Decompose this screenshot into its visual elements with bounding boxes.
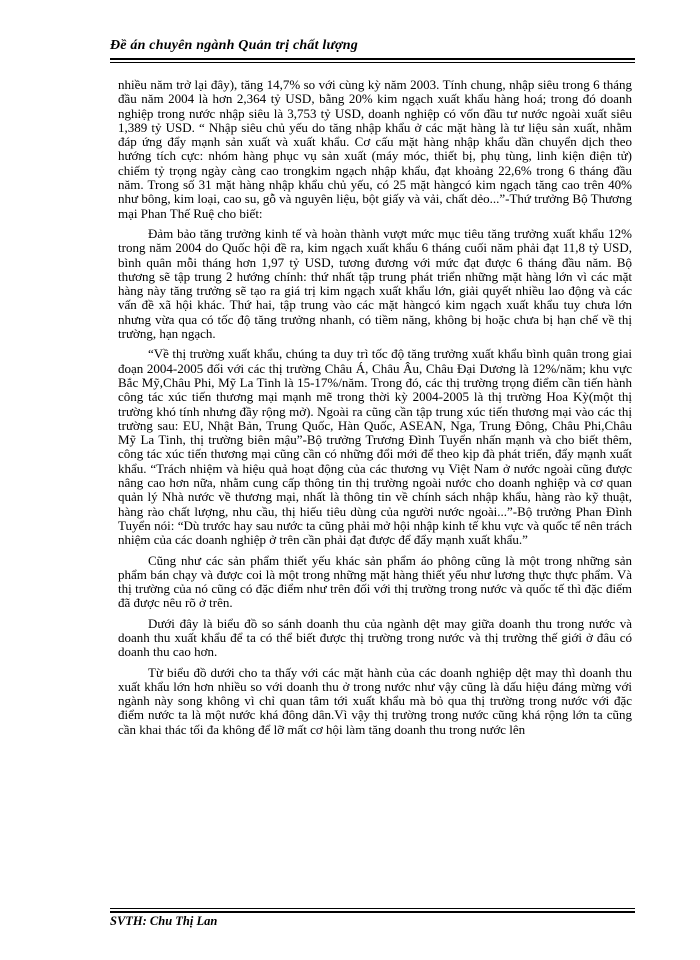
footer-rule-thick: [110, 911, 635, 913]
page-footer: SVTH: Chu Thị Lan: [110, 914, 218, 928]
paragraph-tshirt-products: Cũng như các sản phẩm thiết yếu khác sản phẩm áo phông cũng là một trong những sản phẩm bán chạy và được coi là một trong những mặt hàng thiết yếu như lương thực thực phẩm. Và thị trường của nó cũng có đặc điểm như trên đối với thị trường trong nước và quốc tế thì đặc điểm đã được nêu rõ ở trên.: [118, 552, 632, 611]
header-rule-thin: [110, 62, 635, 63]
paragraph-chart-analysis: Từ biểu đồ dưới cho ta thấy với các mặt hành của các doanh nghiệp dệt may thì doanh thu xuất khẩu lớn hơn nhiều so với doanh thu ở trong nước như vậy cũng là dấu hiệu đáng mừng với ngành này song không vì chỉ quan tâm tới xuất khẩu mà bỏ qua thị trường trong nước với đặc điểm nước ta là một nước khá đông dân.Vì vậy thị trường trong nước cũng khá rộng lớn ta cũng cần khai thác tối đa không để lỡ mất cơ hội làm tăng doanh thu trong nước lên: [118, 664, 632, 737]
paragraph-export-markets: “Về thị trường xuất khẩu, chúng ta duy trì tốc độ tăng trưởng xuất khẩu bình quân trong giai đoạn 2004-2005 đối với các thị trường Châu Á, Châu Âu, Châu Đại Dương là 12%/năm; khu vực Bắc Mỹ,Châu Phi, Mỹ La Tinh là 15-17%/năm. Trong đó, các thị trường trọng điểm cần tiến hành công tác xúc tiến thương mại mạnh mẽ trong thời kỳ 2004-2005 là thị trường Hoa Kỳ(một thị trường khó tính nhưng đầy rộng mở). Ngoài ra cũng cần tập trung xúc tiến thương mại vào các thị trường sau: EU, Nhật Bản, Trung Quốc, Hàn Quốc, ASEAN, Nga, Trung Đông, Châu Phi,Châu Mỹ La Tinh, thị trường biên mậu”-Bộ trưởng Trương Đình Tuyển nhấn mạnh và cho biết thêm, công tác xúc tiến thương mại cũng cần có những đổi mới để theo kịp đà phát triển, đẩy mạnh xuất khẩu. “Trách nhiệm và hiệu quả hoạt động của các thương vụ Việt Nam ở nước ngoài cũng được nâng cao hơn nữa, nhằm cung cấp thông tin thị trường ngoài nước cho doanh nghiệp và cơ quan quản lý Nhà nước về thương mại, nhất là thông tin về chính sách nhập khẩu, hàng rào kỹ thuật, hàng rào chất lượng, nhu cầu, thị hiếu tiêu dùng của người nước ngoài...”-Bộ trưởng Phan Đình Tuyển nói: “Dù trước hay sau nước ta cũng phải mở hội nhập kinh tế khu vực và quốc tế nên trách nhiệm của các doanh nghiệp ở trên cần phải đạt được để đẩy mạnh xuất khẩu.”: [118, 346, 632, 548]
footer-rule-thin: [110, 908, 635, 909]
paragraph-chart-intro: Dưới đây là biểu đồ so sánh doanh thu của ngành dệt may giữa doanh thu trong nước và doanh thu xuất khẩu để ta có thể biết được thị trường trong nước và thị trường thế giới ở đâu có doanh thu cao hơn.: [118, 615, 632, 660]
page-header: Đề án chuyên ngành Quản trị chất lượng: [110, 38, 358, 53]
header-rule-thick: [110, 58, 635, 60]
paragraph-export-growth: Đảm bảo tăng trưởng kinh tế và hoàn thành vượt mức mục tiêu tăng trưởng xuất khẩu 12% trong năm 2004 do Quốc hội đề ra, kim ngạch xuất khẩu 6 tháng cuối năm phải đạt 11,8 tỷ USD, bình quân mỗi tháng hơn 1,97 tỷ USD, tương đương với mức đạt được 6 tháng đầu năm. Bộ thương sẽ tập trung 2 hướng chính: thứ nhất tập trung phát triển những mặt hàng lớn vì các mặt hàng này tăng trưởng sẽ tạo ra giá trị kim ngạch xuất khẩu lớn, giải quyết nhiều lao động và các vấn đề xã hội khác. Thứ hai, tập trung vào các mặt hàngcó kim ngạch xuất khẩu tuy chưa lớn nhưng vừa qua có tốc độ tăng trưởng nhanh, có tiềm năng, không bị hoặc chưa bị hạn chế về thị trường, hạn ngạch.: [118, 225, 632, 342]
body-text: [118, 78, 632, 743]
paragraph-continuation: nhiều năm trở lại đây), tăng 14,7% so với cùng kỳ năm 2003. Tính chung, nhập siêu trong 6 tháng đầu năm 2004 là hơn 2,364 tỷ USD, bằng 20% kim ngạch xuất khẩu hàng hoá; trong đó doanh nghiệp trong nước nhập siêu là 3,753 tỷ USD, doanh nghiệp có vốn đầu tư nước ngoài xuất siêu 1,389 tỷ USD. “ Nhập siêu chủ yếu do tăng nhập khẩu ở các mặt hàng là tư liệu sản xuất, nhằm đáp ứng đẩy mạnh sản xuất và xuất khẩu. Cơ cấu mặt hàng nhập khẩu dần chuyển dịch theo hướng tích cực: nhóm hàng phục vụ sản xuất (máy móc, thiết bị, phụ tùng, linh kiện điện tử) chiếm tỷ trọng ngày càng cao trongkim ngạch nhập khẩu, đạt khoảng 22,6% trong 6 tháng đầu năm. Trong số 31 mặt hàng nhập khẩu chủ yếu, có 25 mặt hàngcó kim ngạch tăng cao trên 40% như bông, kim loại, cao su, gỗ và nguyên liệu, bột giấy và vải, chất dẻo...”-Thứ trưởng Bộ Thương mại Phan Thế Ruệ cho biết:: [118, 77, 632, 221]
